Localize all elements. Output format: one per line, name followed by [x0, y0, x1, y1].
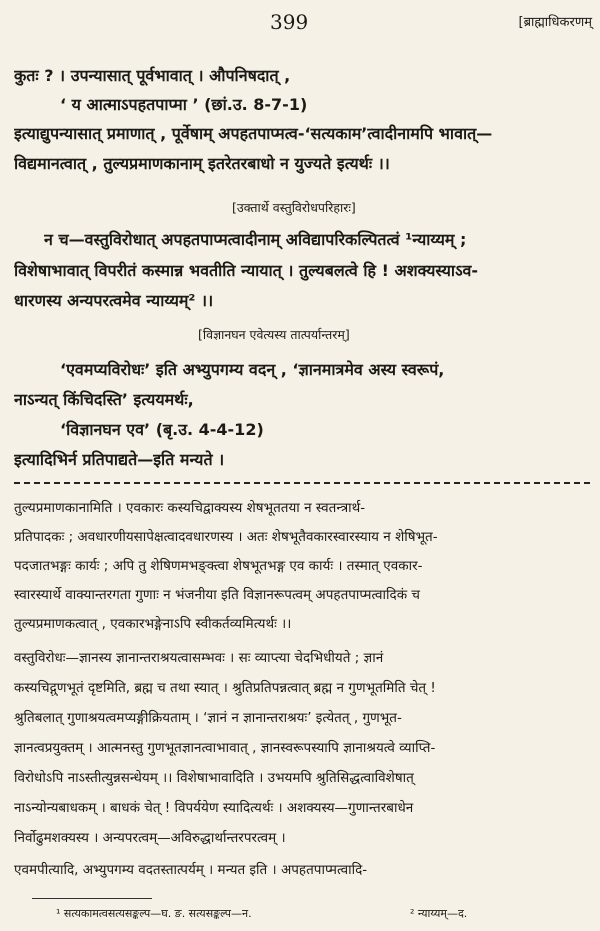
- main-text-line: कुतः ? । उपन्यासात् पूर्वभावात् । औपनिषदात् ,: [14, 66, 291, 85]
- commentary-line: एवमपीत्यादि, अभ्युपगम्य वदतस्तात्पर्यम् । मन्यत इति । अपहतपाप्मत्वादि-: [14, 862, 368, 878]
- dashed-divider: [14, 482, 590, 484]
- commentary-line: कस्यचिद्गुणभूतं दृष्टमिति, ब्रह्म च तथा स्यात् । श्रुतिप्रतिपन्नत्वात् ब्रह्म न गुणभूतमिति चेत् !: [14, 680, 436, 696]
- section-heading: [विज्ञानघन एवेत्यस्य तात्पर्यान्तरम्]: [198, 327, 350, 342]
- main-text-line: न च—वस्तुविरोधात् अपहतपाप्मत्वादीनाम् अविद्यापरिकल्पितत्वं ¹न्याय्यम् ;: [44, 230, 467, 249]
- main-text-line: धारणस्य अन्यपरत्वमेव न्याय्यम्² ।।: [14, 291, 214, 310]
- commentary-line: श्रुतिबलात् गुणाश्रयत्वमप्यङ्गीक्रियताम् । ‘ज्ञानं न ज्ञानान्तराश्रयः’ इत्येतत् , गुणभूत-: [14, 710, 402, 726]
- main-text-line: ‘ य आत्माऽपहतपाप्मा ’ (छां.उ. 8-7-1): [60, 95, 308, 114]
- commentary-line: स्वारस्यार्थे वाक्यान्तरगता गुणाः न भंजनीया इति विज्ञानरूपत्वम् अपहतपाप्मत्वादिकं च: [14, 587, 420, 603]
- main-text-line: ‘एवमप्यविरोधः’ इति अभ्युपगम्य वदन् , ‘ज्ञानमात्रमेव अस्य स्वरूपं,: [60, 360, 445, 379]
- footnote-rule: [32, 898, 152, 899]
- section-heading: [उक्तार्थे वस्तुविरोधपरिहारः]: [232, 200, 356, 215]
- commentary-line: निर्वोढुमशक्यस्य । अन्यपरत्वम्—अविरुद्धार्थान्तरपरत्वम् ।: [14, 830, 286, 846]
- commentary-line: विरोधोऽपि नाऽस्तीत्युन्नसन्धेयम् ।। विशेषाभावादिति । उभयमपि श्रुतिसिद्धत्वाविशेषात्: [14, 770, 414, 786]
- page-number: 399: [270, 10, 309, 34]
- commentary-line: प्रतिपादकः ; अवधारणीयसापेक्षत्वादवधारणस्य । अतः शेषभूतैवकारस्वारस्याय न शेषिभूत-: [14, 529, 438, 545]
- main-text-line: विद्यमानत्वात् , तुल्यप्रमाणकानाम् इतरेतरबाधो न युज्यते इत्यर्थः ।।: [14, 154, 390, 173]
- commentary-line: तुल्यप्रमाणकत्वात् , एवकारभङ्गेनाऽपि स्वीकर्तव्यमित्यर्थः ।।: [14, 616, 292, 632]
- page-header: [0, 10, 600, 40]
- footnote-2: ² न्याय्यम्—द.: [410, 907, 468, 920]
- running-head: [ब्राह्माधिकरणम्: [518, 15, 592, 30]
- main-text-line: इत्यादिभिर्न प्रतिपाद्यते—इति मन्यते ।: [14, 450, 225, 469]
- main-text-line: ‘विज्ञानघन एव’ (बृ.उ. 4-4-12): [60, 420, 264, 439]
- main-text-line: नाऽन्यत् किंचिदस्ति’ इत्ययमर्थः,: [14, 390, 194, 409]
- main-text-line: इत्याद्युपन्यासात् प्रमाणात् , पूर्वेषाम् अपहतपाप्मत्व-‘सत्यकाम’त्वादीनामपि भावात्—: [14, 124, 493, 143]
- footnote-1: ¹ सत्यकामत्वसत्यसङ्कल्प—घ. ङ. सत्यसङ्कल्प—न.: [56, 907, 252, 920]
- commentary-line: तुल्यप्रमाणकानामिति । एवकारः कस्यचिद्वाक्यस्य शेषभूततया न स्वतन्त्रार्थ-: [14, 500, 366, 516]
- commentary-line: नाऽन्योन्यबाधकम् । बाधकं चेत् ! विपर्ययेण स्यादित्यर्थः । अशक्यस्य—गुणान्तरबाधेन: [14, 800, 414, 816]
- commentary-line: पदजातभङ्गः कार्यः ; अपि तु शेषिणमभङ्क्त्वा शेषभूतभङ्ग एव कार्यः । तस्मात् एवकार-: [14, 558, 423, 574]
- commentary-line: ज्ञानत्वप्रयुक्तम् । आत्मनस्तु गुणभूतज्ञानत्वाभावात् , ज्ञानस्वरूपस्यापि ज्ञानाश्रयत्वे व्याप्ति-: [14, 740, 436, 756]
- commentary-line: वस्तुविरोधः—ज्ञानस्य ज्ञानान्तराश्रयत्वासम्भवः । सः व्याप्त्या चेदभिधीयते ; ज्ञानं: [14, 650, 384, 666]
- main-text-line: विशेषाभावात् विपरीतं कस्मान्न भवतीति न्यायात् । तुल्यबलत्वे हि ! अशक्यस्याऽव-: [14, 261, 479, 280]
